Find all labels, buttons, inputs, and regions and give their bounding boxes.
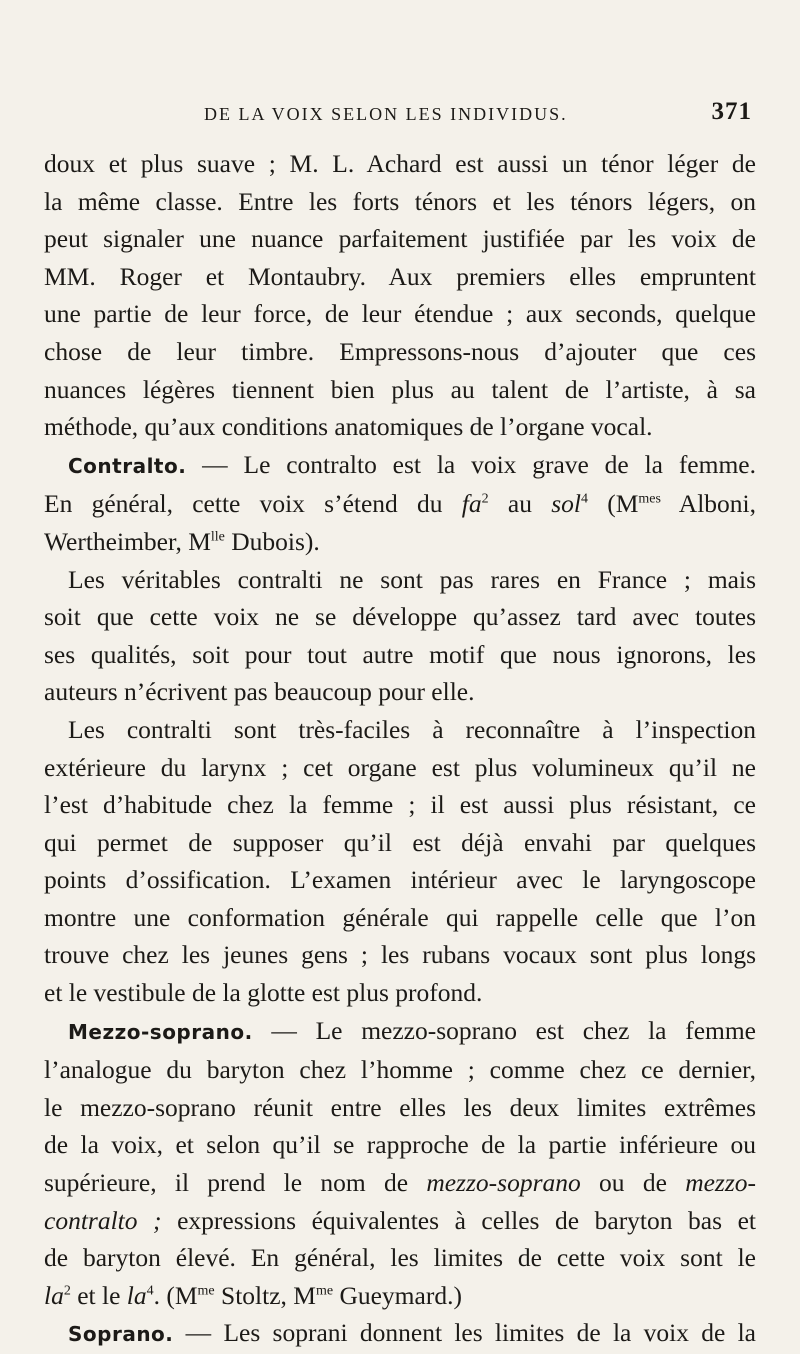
superscript: lle	[210, 529, 225, 545]
text-line: ses qualités, soit pour tout autre motif que nous ignorons, les	[44, 639, 756, 669]
text-span: expressions équivalentes à celles de baryton bas et	[161, 1205, 756, 1235]
text-span: — Le mezzo-soprano est chez la femme	[252, 1015, 756, 1045]
text-line: peut signaler une nuance parfaitement justifiée par les voix de	[44, 224, 756, 254]
note-name: sol	[551, 489, 581, 519]
text-span: En général, cette voix s’étend du	[44, 489, 462, 519]
italic-term: contralto ;	[44, 1205, 162, 1235]
text-line: méthode, qu’aux conditions anatomiques de l’organe vocal.	[44, 412, 653, 442]
page-header	[44, 100, 756, 132]
text-span: et le	[70, 1280, 127, 1310]
superscript: 4	[580, 491, 588, 507]
text-line: doux et plus suave ; M. L. Achard est aussi un ténor léger de	[44, 149, 756, 178]
superscript: mes	[638, 491, 661, 507]
text-line	[44, 485, 756, 523]
text-line: trouve chez les jeunes gens ; les rubans vocaux sont plus longs	[44, 940, 756, 970]
text-line	[44, 1314, 756, 1354]
text-span: . (M	[153, 1280, 198, 1310]
superscript: me	[197, 1283, 215, 1299]
text-line: soit que cette voix ne se développe qu’assez tard avec toutes	[44, 602, 756, 632]
note-name: la	[44, 1280, 64, 1310]
text-line	[44, 1164, 756, 1202]
note-name: fa	[461, 489, 482, 519]
text-line: et le vestibule de la glotte est plus profond.	[44, 978, 483, 1008]
text-line	[44, 1012, 756, 1052]
text-line: l’analogue du baryton chez l’homme ; comme chez ce dernier,	[44, 1055, 756, 1085]
body-text	[44, 145, 756, 1354]
text-line: extérieure du larynx ; cet organe est plus volumineux qu’il ne	[44, 752, 756, 782]
text-span: — Les soprani donnent les limites de la voix de la	[173, 1318, 756, 1348]
text-span: Alboni,	[660, 489, 756, 519]
text-line	[44, 446, 756, 486]
page-number: 371	[711, 98, 752, 125]
text-span: supérieure, il prend le nom de	[44, 1168, 427, 1198]
text-span: (M	[587, 489, 639, 519]
text-line: l’est d’habitude chez la femme ; il est aussi plus résistant, ce	[44, 790, 756, 820]
text-line: une partie de leur force, de leur étendue ; aux seconds, quelque	[44, 299, 756, 329]
section-heading-soprano: Soprano.	[68, 1322, 174, 1347]
superscript: me	[315, 1283, 334, 1299]
text-line: la même classe. Entre les forts ténors et les ténors légers, on	[44, 186, 756, 216]
text-line	[44, 523, 756, 561]
text-line: montre une conformation générale qui rappelle celle que l’on	[44, 902, 756, 932]
text-span: Gueymard.)	[333, 1280, 462, 1310]
text-line: chose de leur timbre. Empressons-nous d’ajouter que ces	[44, 336, 756, 366]
superscript: 4	[146, 1283, 154, 1299]
section-heading-mezzo-soprano: Mezzo-soprano.	[68, 1019, 253, 1044]
text-line	[44, 1202, 756, 1240]
italic-term: mezzo-soprano	[426, 1168, 581, 1198]
text-line	[44, 1277, 756, 1315]
text-line: auteurs n’écrivent pas beaucoup pour elle.	[44, 677, 475, 707]
superscript: 2	[481, 491, 489, 507]
text-line: de baryton élevé. En général, les limites de cette voix sont le	[44, 1243, 756, 1273]
text-span: Wertheimber, M	[44, 526, 211, 556]
text-line: Les véritables contralti ne sont pas rares en France ; mais	[68, 564, 756, 594]
text-line: Les contralti sont très-faciles à reconnaître à l’inspection	[68, 714, 756, 744]
text-span: Stoltz, M	[214, 1280, 316, 1310]
text-span: au	[488, 489, 552, 519]
text-line: de la voix, et selon qu’il se rapproche de la partie inférieure ou	[44, 1130, 756, 1160]
text-line: MM. Roger et Montaubry. Aux premiers elles empruntent	[44, 261, 756, 291]
text-span: — Le contralto est la voix grave de la femme.	[186, 449, 756, 479]
running-title: DE LA VOIX SELON LES INDIVIDUS.	[204, 104, 568, 124]
superscript: 2	[63, 1283, 71, 1299]
section-heading-contralto: Contralto.	[68, 453, 187, 478]
text-line: le mezzo-soprano réunit entre elles les deux limites extrêmes	[44, 1092, 756, 1122]
note-name: la	[126, 1280, 147, 1310]
text-span: Dubois).	[224, 526, 320, 556]
text-line: points d’ossification. L’examen intérieur avec le laryngoscope	[44, 865, 756, 895]
text-line: qui permet de supposer qu’il est déjà envahi par quelques	[44, 827, 756, 857]
text-span: ou de	[580, 1168, 686, 1198]
text-line: nuances légères tiennent bien plus au talent de l’artiste, à sa	[44, 374, 756, 404]
italic-term: mezzo-	[685, 1168, 757, 1198]
